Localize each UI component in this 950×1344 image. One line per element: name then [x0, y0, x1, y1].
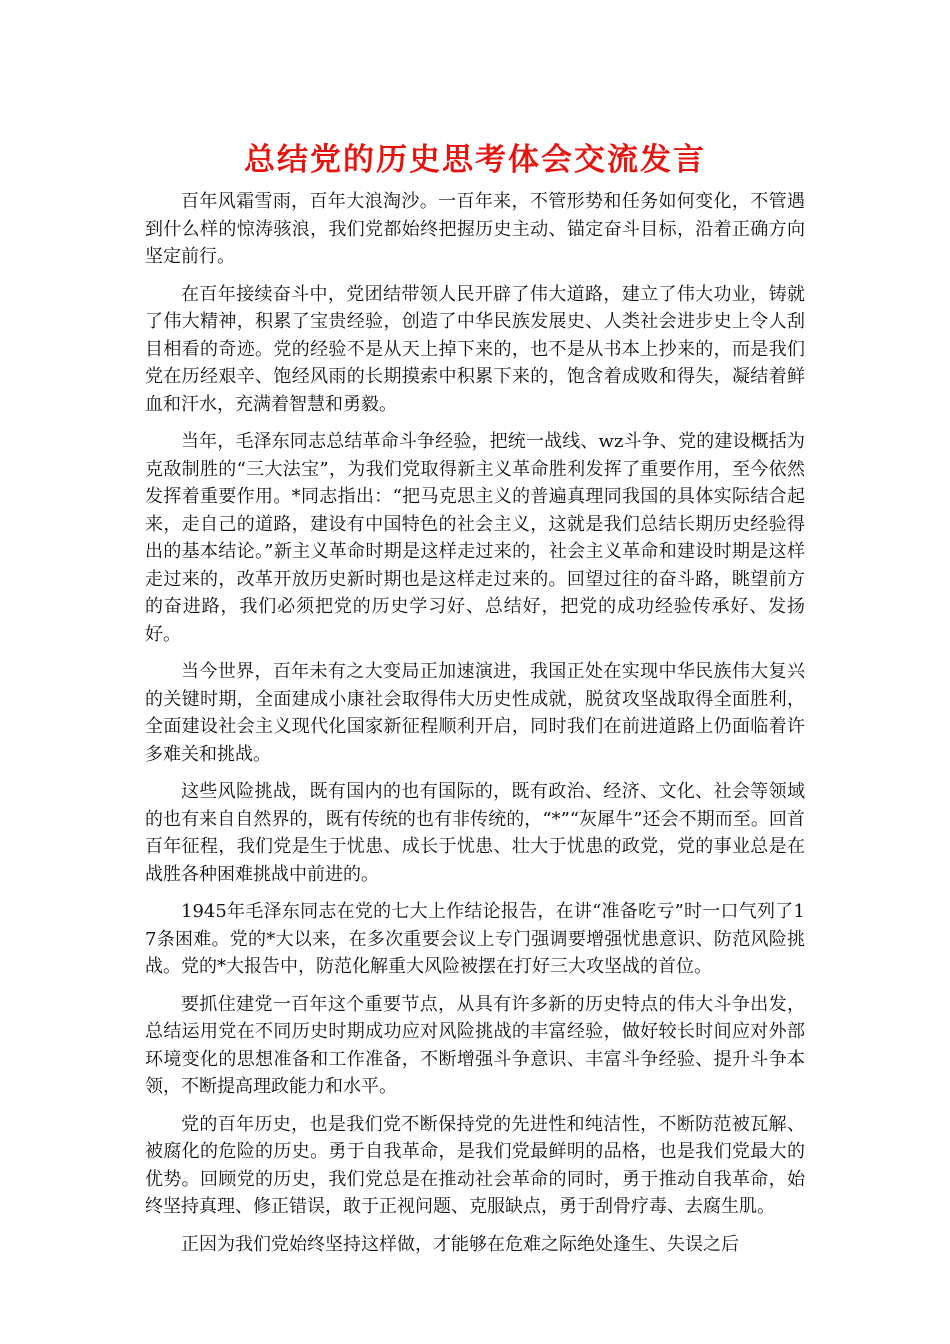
document-body: [145, 188, 805, 1268]
paragraph-2: 在百年接续奋斗中，党团结带领人民开辟了伟大道路，建立了伟大功业，铸就了伟大精神，积累了宝贵经验，创造了中华民族发展史、人类社会进步史上令人刮目相看的奇迹。党的经验不是从天上掉下来的，也不是从书本上抄来的，而是我们党在历经艰辛、饱经风雨的长期摸索中积累下来的，饱含着成败和得失，凝结着鲜血和汗水，充满着智慧和勇毅。: [145, 283, 805, 415]
paragraph-1: 百年风霜雪雨，百年大浪淘沙。一百年来，不管形势和任务如何变化，不管遇到什么样的惊涛骇浪，我们党都始终把握历史主动、锚定奋斗目标，沿着正确方向坚定前行。: [145, 191, 805, 267]
paragraph-7: 要抓住建党一百年这个重要节点，从具有许多新的历史特点的伟大斗争出发，总结运用党在不同历史时期成功应对风险挑战的丰富经验，做好较长时间应对外部环境变化的思想准备和工作准备，不断增强斗争意识、丰富斗争经验、提升斗争本领，不断提高理政能力和水平。: [145, 993, 805, 1097]
document-title: 总结党的历史思考体会交流发言: [244, 142, 706, 178]
paragraph-4: 当今世界，百年未有之大变局正加速演进，我国正处在实现中华民族伟大复兴的关键时期，全面建成小康社会取得伟大历史性成就，脱贫攻坚战取得全面胜利，全面建设社会主义现代化国家新征程顺利开启，同时我们在前进道路上仍面临着许多难关和挑战。: [145, 661, 805, 765]
paragraph-3: 当年，毛泽东同志总结革命斗争经验，把统一战线、wz斗争、党的建设概括为克敌制胜的“三大法宝”，为我们党取得新主义革命胜利发挥了重要作用，至今依然发挥着重要作用。*同志指出：“把马克思主义的普遍真理同我国的具体实际结合起来，走自己的道路，建设有中国特色的社会主义，这就是我们总结长期历史经验得出的基本结论。”新主义革命时期是这样走过来的，社会主义革命和建设时期是这样走过来的，改革开放历史新时期也是这样走过来的。回望过往的奋斗路，眺望前方的奋进路，我们必须把党的历史学习好、总结好，把党的成功经验传承好、发扬好。: [145, 431, 805, 645]
paragraph-6: 1945年毛泽东同志在党的七大上作结论报告，在讲“准备吃亏”时一口气列了17条困难。党的*大以来，在多次重要会议上专门强调要增强忧患意识、防范风险挑战。党的*大报告中，防范化解重大风险被摆在打好三大攻坚战的首位。: [145, 901, 805, 977]
paragraph-5: 这些风险挑战，既有国内的也有国际的，既有政治、经济、文化、社会等领域的也有来自自然界的，既有传统的也有非传统的，“*”“灰犀牛”还会不期而至。回首百年征程，我们党是生于忧患、成长于忧患、壮大于忧患的政党，党的事业总是在战胜各种困难挑战中前进的。: [145, 781, 805, 885]
paragraph-9: 正因为我们党始终坚持这样做，才能够在危难之际绝处逢生、失误之后: [181, 1233, 739, 1255]
paragraph-8: 党的百年历史，也是我们党不断保持党的先进性和纯洁性，不断防范被瓦解、被腐化的危险的历史。勇于自我革命，是我们党最鲜明的品格，也是我们党最大的优势。回顾党的历史，我们党总是在推动社会革命的同时，勇于推动自我革命，始终坚持真理、修正错误，敢于正视问题、克服缺点，勇于刮骨疗毒、去腐生肌。: [145, 1113, 805, 1217]
